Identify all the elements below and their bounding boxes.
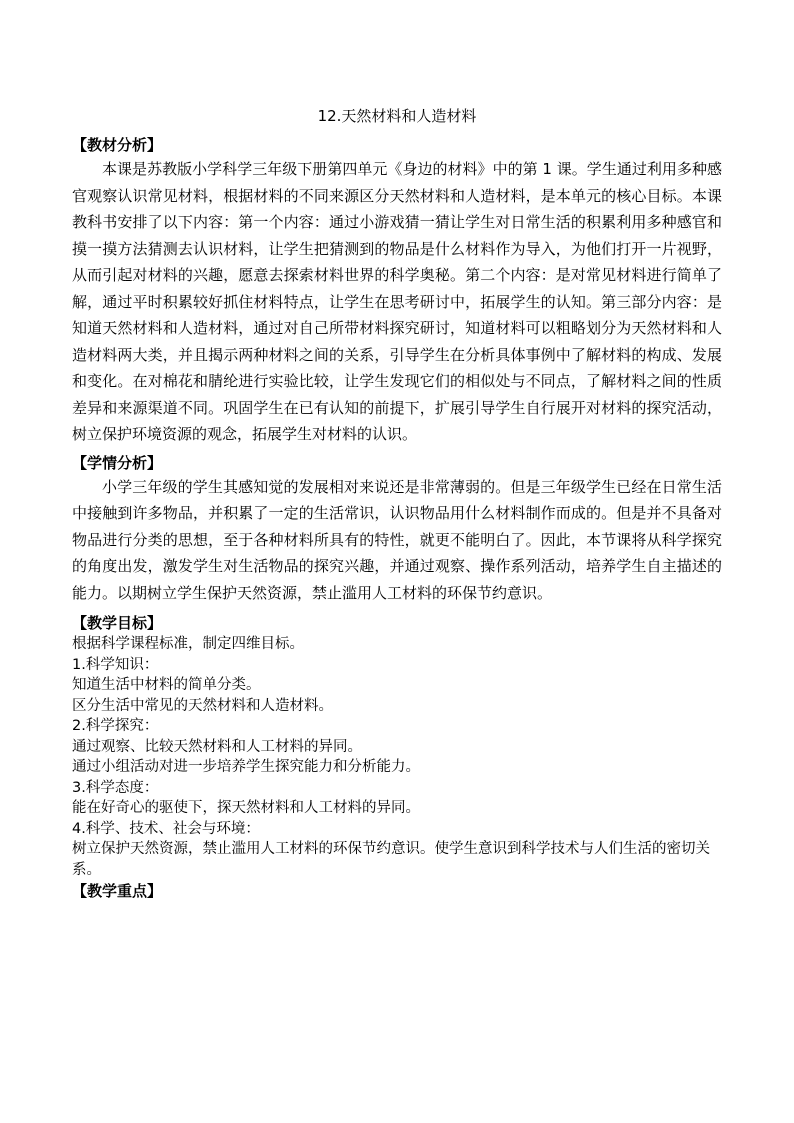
paragraph: 小学三年级的学生其感知觉的发展相对来说还是非常薄弱的。但是三年级学生已经在日常生活中接触到许多物品，并积累了一定的生活常识，认识物品用什么材料制作而成的。但是并不具备对物品进行分类的思想，至于各种材料所具有的特性，就更不能明白了。因此，本节课将从科学探究的角度出发，激发学生对生活物品的探究兴趣，并通过观察、操作系列活动，培养学生自主描述的能力。以期树立学生保护天然资源，禁止滥用人工材料的环保节约意识。 <box>72 477 722 602</box>
document-page <box>72 104 722 902</box>
goal-line: 1.科学知识： <box>72 656 159 673</box>
section-heading: 【教学重点】 <box>72 882 163 900</box>
goal-line: 2.科学探究： <box>72 718 159 734</box>
section-heading: 【教学目标】 <box>72 614 163 632</box>
goal-line: 能在好奇心的驱使下，探天然材料和人工材料的异同。 <box>72 800 420 816</box>
section-teaching-goals <box>72 612 722 880</box>
goal-line: 区分生活中常见的天然材料和人造材料。 <box>72 697 333 714</box>
section-textbook-analysis <box>72 134 722 448</box>
paragraph: 本课是苏教版小学科学三年级下册第四单元《身边的材料》中的第 1 课。学生通过利用多种感官观察认识常见材料，根据材料的不同来源区分天然材料和人造材料，是本单元的核心目标。本课教科书安排了以下内容：第一个内容：通过小游戏猜一猜让学生对日常生活的积累利用多种感官和摸一摸方法猜测去认识材料，让学生把猜测到的物品是什么材料作为导入，为他们打开一片视野，从而引起对材料的兴趣，愿意去探索材料世界的科学奥秘。第二个内容：是对常见材料进行简单了解，通过平时积累较好抓住材料特点，让学生在思考研讨中，拓展学生的认知。第三部分内容：是知道天然材料和人造材料，通过对自己所带材料探究研讨，知道材料可以粗略划分为天然材料和人造材料两大类，并且揭示两种材料之间的关系，引导学生在分析具体事例中了解材料的构成、发展和变化。在对棉花和腈纶进行实验比较，让学生发现它们的相似处与不同点，了解材料之间的性质差异和来源渠道不同。巩固学生在已有认知的前提下，扩展引导学生自行展开对材料的探究活动，树立保护环境资源的观念，拓展学生对材料的认识。 <box>72 160 722 443</box>
goal-line: 通过观察、比较天然材料和人工材料的异同。 <box>72 738 362 755</box>
section-heading: 【教材分析】 <box>72 136 163 154</box>
section-heading: 【学情分析】 <box>72 453 163 472</box>
document-title: 12.天然材料和人造材料 <box>317 107 477 125</box>
goal-line: 3.科学态度： <box>72 779 159 796</box>
goal-line: 4.科学、技术、社会与环境： <box>72 820 260 837</box>
goal-line: 通过小组活动对进一步培养学生探究能力和分析能力。 <box>72 759 420 775</box>
section-student-analysis <box>72 452 722 607</box>
goal-line: 树立保护天然资源，禁止滥用人工材料的环保节约意识。使学生意识到科学技术与人们生活的密切关系。 <box>72 841 710 878</box>
goal-line: 根据科学课程标准，制定四维目标。 <box>72 636 304 652</box>
goal-line: 知道生活中材料的简单分类。 <box>72 677 261 693</box>
section-key-points <box>72 880 722 902</box>
